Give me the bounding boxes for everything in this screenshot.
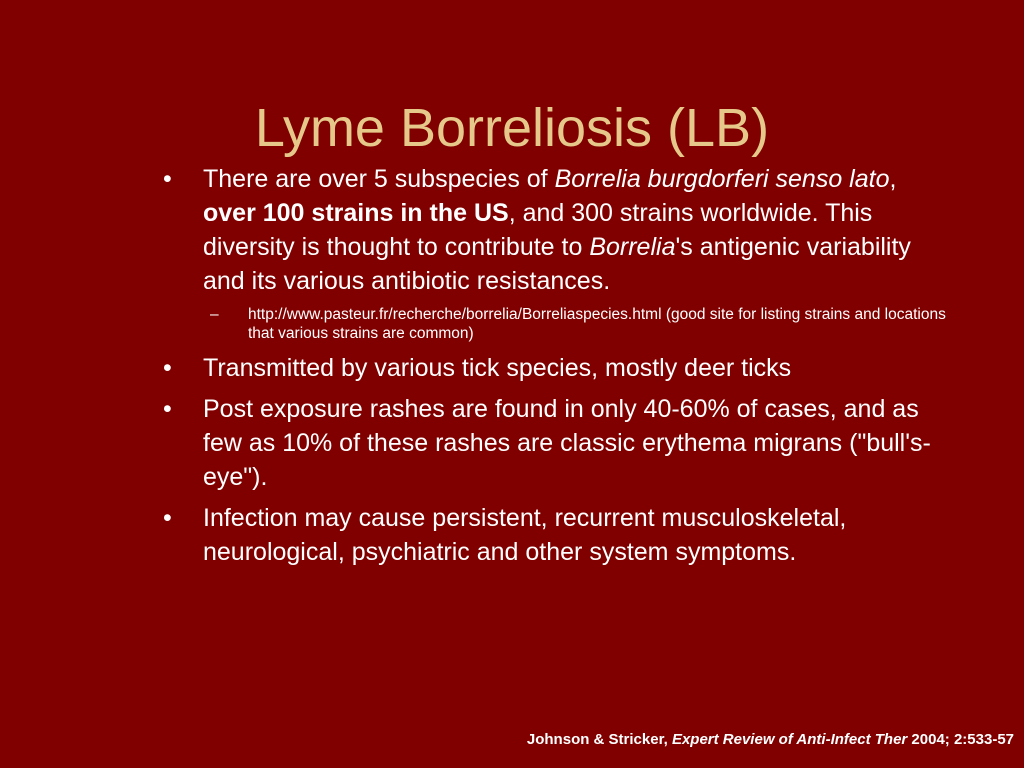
species-name: Borrelia burgdorferi senso lato — [554, 165, 890, 193]
bullet-text-segment: There are over 5 subspecies of — [203, 165, 555, 193]
sub-bullet-list — [203, 305, 950, 343]
bullet-subspecies — [160, 162, 950, 343]
bullet-text-segment: 's antigenic variability and its various antibiotic resistances. — [203, 233, 911, 295]
genus-name: Borrelia — [589, 233, 676, 261]
bullet-text-segment: , — [889, 165, 897, 193]
citation — [527, 731, 1014, 748]
bullet-rashes: • Post exposure rashes are found in only 40-60% of cases, and as few as 10% of these rashes are classic erythema migrans ("bull's-eye"). — [160, 392, 950, 494]
us-strains-highlight: over 100 strains in the US — [203, 199, 509, 227]
bullet-symptoms: • Infection may cause persistent, recurrent musculoskeletal, neurological, psychiatric and other system symptoms. — [160, 501, 950, 569]
bullet-list — [160, 162, 950, 576]
citation-authors: Johnson & Stricker, — [526, 731, 668, 748]
citation-details: 2004; 2:533-57 — [911, 731, 1014, 748]
bullet-text-segment: , and 300 strains worldwide. This diversity is thought to contribute to — [203, 199, 873, 261]
slide-title: Lyme Borreliosis (LB) — [254, 98, 770, 158]
citation-journal: Expert Review of Anti-Infect Ther — [671, 731, 908, 748]
bullet-transmission: • Transmitted by various tick species, mostly deer ticks — [160, 351, 950, 385]
reference-url-note: – http://www.pasteur.fr/recherche/borrelia/Borreliaspecies.html (good site for listing strains and locations that various strains are common) — [203, 305, 950, 343]
